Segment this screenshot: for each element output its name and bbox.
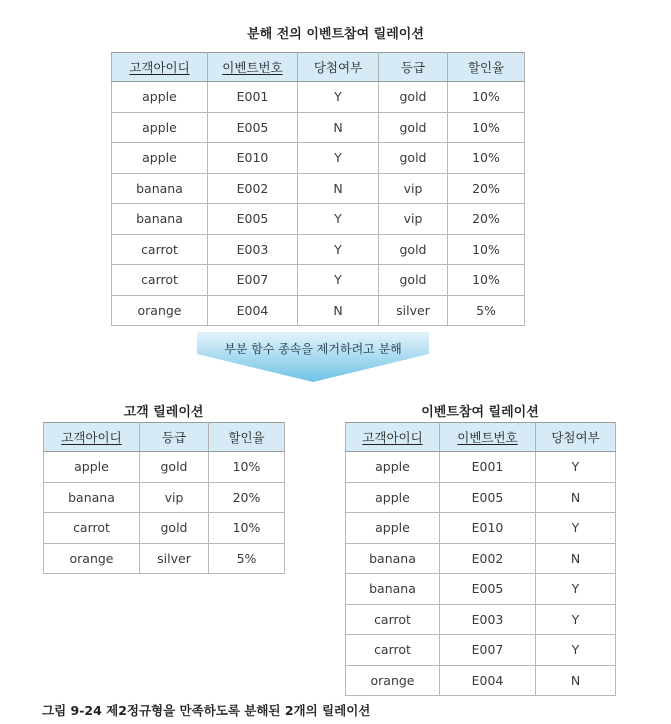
decomposition-arrow	[197, 332, 429, 384]
table-cell: Y	[536, 513, 616, 544]
table-cell: E005	[440, 574, 536, 605]
table-cell: banana	[346, 574, 440, 605]
table-cell: vip	[379, 204, 448, 235]
table-cell: orange	[112, 295, 208, 326]
customer-relation-title: 고객 릴레이션	[123, 405, 204, 420]
table-cell: Y	[298, 234, 379, 265]
table-cell: 20%	[209, 482, 285, 513]
attribute-label: 당첨여부	[313, 60, 363, 75]
table-cell: E010	[208, 143, 298, 174]
table-cell: Y	[298, 265, 379, 296]
table-cell: 10%	[448, 265, 525, 296]
primary-key-label: 고객아이디	[362, 430, 423, 445]
table-row	[112, 143, 525, 174]
table-cell: N	[298, 173, 379, 204]
table-cell: banana	[44, 482, 140, 513]
table-header-row	[112, 53, 525, 82]
table-row	[346, 452, 616, 483]
table-cell: apple	[346, 452, 440, 483]
event-participation-before-table	[111, 52, 525, 326]
table-cell: banana	[112, 173, 208, 204]
column-header	[448, 53, 525, 82]
table-cell: N	[298, 112, 379, 143]
table-cell: 10%	[448, 234, 525, 265]
table-cell: E007	[208, 265, 298, 296]
table-row	[112, 265, 525, 296]
table-cell: E003	[440, 604, 536, 635]
table-cell: E003	[208, 234, 298, 265]
table-cell: carrot	[112, 234, 208, 265]
column-header	[536, 423, 616, 452]
column-header	[379, 53, 448, 82]
column-header	[346, 423, 440, 452]
table-cell: banana	[346, 543, 440, 574]
table-cell: 10%	[448, 143, 525, 174]
event-relation-title: 이벤트참여 릴레이션	[421, 405, 539, 420]
column-header	[298, 53, 379, 82]
table-cell: apple	[112, 112, 208, 143]
table-cell: apple	[44, 452, 140, 483]
table-cell: 10%	[448, 112, 525, 143]
table-cell: orange	[44, 543, 140, 574]
primary-key-label: 고객아이디	[61, 430, 122, 445]
attribute-label: 할인율	[467, 60, 505, 75]
table-row	[346, 604, 616, 635]
table-row	[346, 543, 616, 574]
table-cell: apple	[346, 513, 440, 544]
table-row	[112, 112, 525, 143]
table-row	[44, 543, 285, 574]
attribute-label: 할인율	[228, 430, 265, 445]
primary-key-label: 이벤트번호	[457, 430, 518, 445]
table-cell: 10%	[209, 452, 285, 483]
table-row	[112, 173, 525, 204]
figure-caption: 그림 9-24 제2정규형을 만족하도록 분해된 2개의 릴레이션	[42, 703, 371, 718]
table-cell: N	[298, 295, 379, 326]
table-cell: 20%	[448, 204, 525, 235]
table-cell: gold	[140, 452, 209, 483]
customer-relation-table	[43, 422, 285, 574]
table-row	[346, 482, 616, 513]
attribute-label: 등급	[400, 60, 426, 75]
attribute-label: 등급	[161, 430, 187, 445]
column-header	[140, 423, 209, 452]
column-header	[209, 423, 285, 452]
table-cell: E002	[440, 543, 536, 574]
table-cell: E001	[208, 82, 298, 113]
table-cell: E004	[440, 665, 536, 696]
table-row	[44, 452, 285, 483]
event-participation-table	[345, 422, 616, 696]
table-cell: carrot	[112, 265, 208, 296]
table-row	[112, 82, 525, 113]
column-header	[208, 53, 298, 82]
table-cell: carrot	[44, 513, 140, 544]
column-header	[112, 53, 208, 82]
table-cell: E007	[440, 635, 536, 666]
table-cell: Y	[536, 452, 616, 483]
table-header-row	[44, 423, 285, 452]
table-row	[346, 513, 616, 544]
table-cell: apple	[112, 143, 208, 174]
primary-key-label: 고객아이디	[129, 60, 190, 75]
table-cell: Y	[536, 604, 616, 635]
table-row	[44, 513, 285, 544]
table-cell: E004	[208, 295, 298, 326]
table-cell: vip	[140, 482, 209, 513]
table-cell: gold	[140, 513, 209, 544]
arrow-label: 부분 함수 종속을 제거하려고 분해	[224, 342, 402, 356]
table-cell: gold	[379, 265, 448, 296]
table-cell: banana	[112, 204, 208, 235]
table-cell: carrot	[346, 635, 440, 666]
table-cell: E005	[208, 204, 298, 235]
table-cell: E010	[440, 513, 536, 544]
table-row	[346, 635, 616, 666]
table-row	[346, 665, 616, 696]
table-cell: gold	[379, 143, 448, 174]
table-cell: 5%	[448, 295, 525, 326]
table-cell: E005	[440, 482, 536, 513]
table-row	[346, 574, 616, 605]
table-cell: Y	[298, 143, 379, 174]
table-cell: 20%	[448, 173, 525, 204]
table-row	[112, 204, 525, 235]
table-cell: vip	[379, 173, 448, 204]
table-cell: apple	[346, 482, 440, 513]
table-cell: gold	[379, 234, 448, 265]
table-row	[112, 234, 525, 265]
table-cell: N	[536, 482, 616, 513]
attribute-label: 당첨여부	[551, 430, 600, 445]
table-cell: Y	[298, 204, 379, 235]
table-cell: E002	[208, 173, 298, 204]
table-cell: 5%	[209, 543, 285, 574]
table-cell: orange	[346, 665, 440, 696]
table-cell: N	[536, 543, 616, 574]
table-cell: Y	[298, 82, 379, 113]
table-cell: carrot	[346, 604, 440, 635]
table-cell: Y	[536, 635, 616, 666]
table-cell: 10%	[448, 82, 525, 113]
table-cell: E001	[440, 452, 536, 483]
table-cell: 10%	[209, 513, 285, 544]
table-row	[112, 295, 525, 326]
table-header-row	[346, 423, 616, 452]
table-row	[44, 482, 285, 513]
table-cell: gold	[379, 112, 448, 143]
column-header	[440, 423, 536, 452]
table-cell: gold	[379, 82, 448, 113]
top-relation-title: 분해 전의 이벤트참여 릴레이션	[247, 27, 424, 42]
table-cell: Y	[536, 574, 616, 605]
table-cell: N	[536, 665, 616, 696]
column-header	[44, 423, 140, 452]
table-cell: silver	[379, 295, 448, 326]
table-cell: E005	[208, 112, 298, 143]
table-cell: apple	[112, 82, 208, 113]
primary-key-label: 이벤트번호	[222, 60, 283, 75]
table-cell: silver	[140, 543, 209, 574]
